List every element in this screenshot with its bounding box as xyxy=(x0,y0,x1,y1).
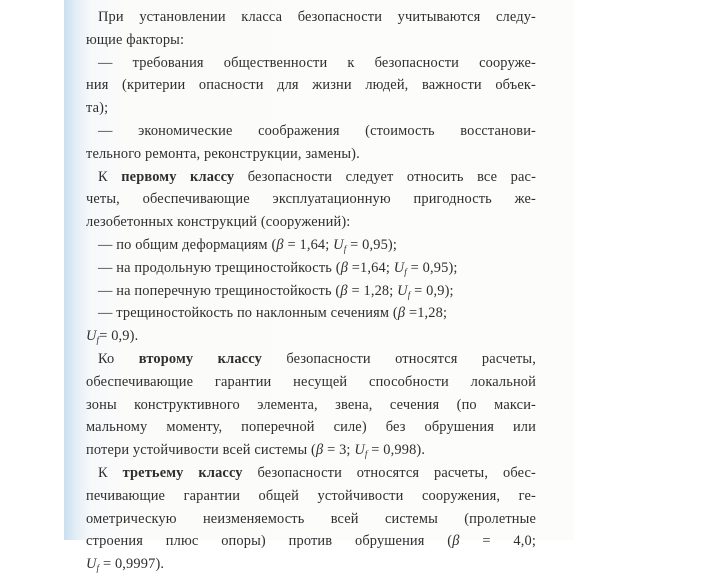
u-symbol: U xyxy=(354,442,365,459)
u-symbol: U xyxy=(333,236,344,253)
class2-line-1 xyxy=(86,348,536,371)
item-4-line-2 xyxy=(86,325,536,348)
item-4-beta-value: =1,28; xyxy=(405,305,448,322)
class2-u-value: = 0,998). xyxy=(367,442,426,459)
beta-symbol: β xyxy=(397,305,406,322)
item-2-u-value: = 0,95); xyxy=(406,259,458,276)
class1-heading: первому классу xyxy=(121,168,235,185)
item-1-beta-value: = 1,64; xyxy=(283,236,334,253)
document-text xyxy=(86,6,536,576)
item-3-text: — на поперечную трещиностойкость ( xyxy=(98,282,341,299)
beta-symbol: β xyxy=(276,236,284,253)
u-symbol: U xyxy=(86,328,97,345)
u-subscript: f xyxy=(407,289,411,300)
class3-line-3: ометрическую неизменяемость всей системы (пролетные xyxy=(86,510,536,527)
factor1-line-2: ния (критерии опасности для жизни людей, важности объек- xyxy=(86,77,536,94)
beta-symbol: β xyxy=(452,533,460,550)
item-3-beta-value: = 1,28; xyxy=(347,282,398,299)
u-subscript: f xyxy=(343,243,347,254)
class3-line-1 xyxy=(86,462,536,485)
factor1-line-1: — требования общественности к безопасности сооруже- xyxy=(98,54,536,71)
class3-u-value: = 0,9997). xyxy=(99,556,165,573)
item-3-u-value: = 0,9); xyxy=(410,282,454,299)
item-4-line-1 xyxy=(86,302,536,325)
beta-symbol: β xyxy=(340,259,349,276)
class3-beta-value: = 4,0; xyxy=(459,533,536,550)
intro-line-2: ющие факторы: xyxy=(86,31,185,48)
u-symbol: U xyxy=(397,282,408,299)
class1-line-1-post: безопасности следует относить все рас- xyxy=(234,168,537,185)
class3-line-4-text: строения плюс опоры) против обрушения ( xyxy=(86,533,453,550)
u-subscript: f xyxy=(364,449,368,460)
class3-line-4 xyxy=(86,530,536,553)
item-1-u-value: = 0,95); xyxy=(346,236,398,253)
item-4-u-value: = 0,9). xyxy=(99,328,139,345)
item-4-text: — трещиностойкость по наклонным сечениям ( xyxy=(98,305,398,322)
class3-line-1-post: безопасности относятся расчеты, обес- xyxy=(242,464,536,481)
item-1 xyxy=(86,234,536,257)
item-3 xyxy=(86,280,536,303)
factor2-line-1: — экономические соображения (стоимость восстанови- xyxy=(98,122,536,139)
class2-heading: второму классу xyxy=(138,350,262,367)
u-subscript: f xyxy=(96,563,100,574)
class3-heading: третьему классу xyxy=(122,464,243,481)
item-2-beta-value: =1,64; xyxy=(348,259,394,276)
class3-line-1-pre: К xyxy=(98,464,123,481)
class2-line-1-pre: Ко xyxy=(98,350,139,367)
class2-line-4: мальному моменту, поперечной силе) без обрушения или xyxy=(86,419,536,436)
class1-line-1 xyxy=(86,166,536,189)
factor2-line-2: тельного ремонта, реконструкции, замены). xyxy=(86,145,360,162)
u-symbol: U xyxy=(393,259,405,276)
u-subscript: f xyxy=(96,335,100,346)
beta-symbol: β xyxy=(340,282,348,299)
u-subscript: f xyxy=(404,266,407,277)
class2-line-1-post: безопасности относятся расчеты, xyxy=(261,350,536,367)
class3-line-2: печивающие гарантии общей устойчивости сооружения, ге- xyxy=(86,487,536,504)
class2-line-5 xyxy=(86,439,536,462)
beta-symbol: β xyxy=(316,442,324,459)
class3-line-5 xyxy=(86,553,536,576)
class2-beta-value: = 3; xyxy=(323,442,355,459)
item-2 xyxy=(86,257,536,280)
class2-line-5-text: потери устойчивости всей системы ( xyxy=(86,442,316,459)
class1-line-3: лезобетонных конструкций (сооружений): xyxy=(86,214,351,231)
class2-line-2: обеспечивающие гарантии несущей способности локальной xyxy=(86,373,536,390)
item-2-text: — на продольную трещиностойкость ( xyxy=(98,259,341,276)
class1-line-1-pre: К xyxy=(98,168,122,185)
intro-line-1: При установлении класса безопасности учитываются следу- xyxy=(98,9,536,25)
item-1-text: — по общим деформациям ( xyxy=(98,236,277,253)
class1-line-2: четы, обеспечивающие эксплуатационную пригодность же- xyxy=(86,191,536,208)
class2-line-3: зоны конструктивного элемента, звена, сечения (по макси- xyxy=(86,396,536,413)
u-symbol: U xyxy=(86,556,97,573)
factor1-line-3: та); xyxy=(86,100,109,117)
